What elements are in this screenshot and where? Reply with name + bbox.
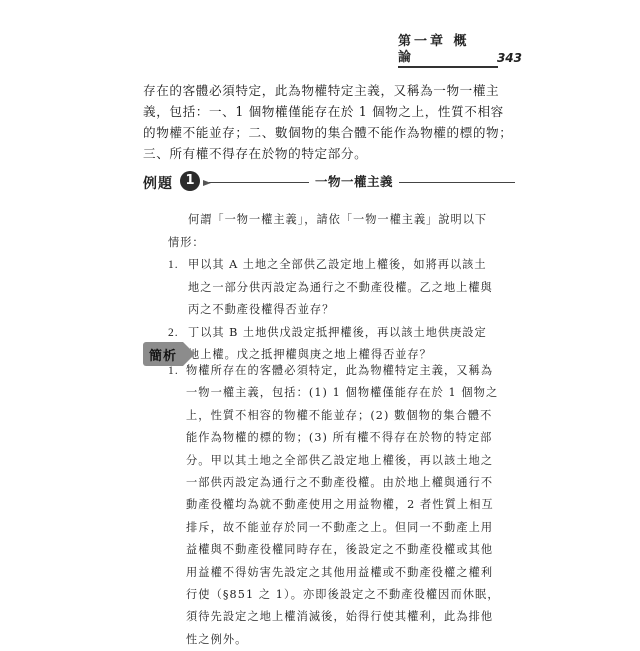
header-rule (398, 66, 498, 68)
chapter-title: 第一章 概 論 (398, 34, 470, 65)
analysis-label: 簡析 (149, 349, 178, 364)
question-item-1 (168, 254, 496, 322)
question-block (168, 209, 496, 367)
example-label: 例題 (143, 176, 173, 192)
example-number-badge: 1 (180, 171, 200, 191)
example-arrow-icon (203, 180, 211, 186)
answer-item-1 (168, 360, 504, 651)
question-item-text: 丁以其 B 土地供戊設定抵押權後，再以該土地供庚設定地上權。戊之抵押權與庚之地上權得否並存？ (188, 325, 487, 361)
answer-item-text: 物權所存在的客體必須特定，此為物權特定主義，又稱為一物一權主義，包括：(1) 1 個物權僅能存在於 1 個物之上，性質不相容的物權不能並存；(2) 數個物的集合體不能作為物權的標的物；(3) 所有權不得存在於物的特定部分。甲以其土地之全部供乙設定地上權後，再以該土地之一部供丙設定為通行之不動產役權。由於地上權與通行不動產役權均為就不動產使用之用益物權，2 者性質上相互排斥，故不能並存於同一不動產之上。但同一不動產上用益權與不動產役權同時存在，後設定之不動產役權或其他用益權不得妨害先設定之其他用益權或不動產役權之權利行使（§851 之 1）。亦即後設定之不動產役權因而休眠，須待先設定之地上權消滅後，始得行使其權利，此為排他性之例外。 (186, 364, 500, 646)
intro-paragraph (143, 80, 515, 164)
question-item-number: 2. (168, 326, 179, 339)
example-title: 一物一權主義 (309, 172, 399, 190)
question-item-number: 1. (168, 259, 179, 271)
running-header (398, 34, 522, 66)
answer-item-number: 1. (168, 365, 179, 377)
example-header (143, 171, 515, 193)
page-number: 343 (496, 51, 522, 65)
question-intro: 何謂「一物一權主義」，請依「一物一權主義」說明以下情形： (168, 213, 488, 249)
intro-text: 存在的客體必須特定，此為物權特定主義，又稱為一物一權主義，包括：一、1 個物權僅能存在於 1 個物之上，性質不相容的物權不能並存；二、數個物的集合體不能作為物權的標的物；三、所有權不得存在於物的特定部分。 (143, 83, 513, 161)
question-item-text: 甲以其 A 土地之全部供乙設定地上權後，如將再以該土地之一部分供丙設定為通行之不動產役權。乙之地上權與丙之不動產役權得否並存？ (188, 258, 493, 316)
answer-block (168, 360, 504, 651)
